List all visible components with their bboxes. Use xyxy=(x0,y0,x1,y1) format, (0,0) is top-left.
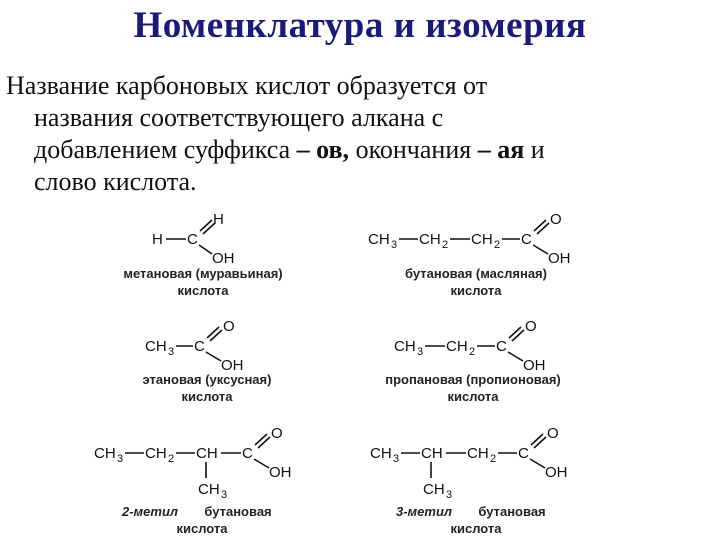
svg-text:H: H xyxy=(152,231,163,248)
svg-text:кислота: кислота xyxy=(181,389,233,404)
svg-text:C: C xyxy=(187,231,198,248)
svg-text:OH: OH xyxy=(221,357,244,374)
svg-text:OH: OH xyxy=(212,250,235,267)
svg-text:2: 2 xyxy=(469,346,476,358)
svg-text:C: C xyxy=(242,445,253,462)
svg-text:кислота: кислота xyxy=(176,521,228,536)
svg-text:пропановая (пропионовая): пропановая (пропионовая) xyxy=(385,372,561,387)
intro-paragraph xyxy=(6,70,706,198)
svg-text:C: C xyxy=(521,231,532,248)
svg-text:3: 3 xyxy=(221,489,228,501)
svg-text:OH: OH xyxy=(548,250,571,267)
svg-text:3: 3 xyxy=(446,489,453,501)
svg-text:3-метил: 3-метил xyxy=(396,504,452,519)
formula-ethanoic xyxy=(143,318,272,404)
svg-text:кислота: кислота xyxy=(450,283,502,298)
svg-text:2: 2 xyxy=(442,239,449,251)
svg-text:2: 2 xyxy=(494,239,501,251)
svg-text:CH: CH xyxy=(471,231,493,248)
svg-text:O: O xyxy=(547,425,559,442)
svg-text:CH: CH xyxy=(145,445,167,462)
svg-text:CH: CH xyxy=(368,231,390,248)
svg-text:бутановая: бутановая xyxy=(204,504,272,519)
svg-text:кислота: кислота xyxy=(450,521,502,536)
svg-text:CH: CH xyxy=(421,445,443,462)
svg-text:кислота: кислота xyxy=(177,283,229,298)
ending-aya: ая xyxy=(497,135,525,164)
svg-text:CH: CH xyxy=(446,338,468,355)
svg-text:CH: CH xyxy=(423,481,445,498)
svg-text:OH: OH xyxy=(523,357,546,374)
formula-methanoic xyxy=(123,211,282,298)
svg-text:3: 3 xyxy=(168,346,175,358)
svg-text:H: H xyxy=(213,211,224,228)
svg-text:O: O xyxy=(525,318,537,335)
svg-text:3: 3 xyxy=(117,453,124,465)
intro-line-4: слово кислота. xyxy=(34,167,197,196)
svg-text:этановая (уксусная): этановая (уксусная) xyxy=(142,372,272,387)
svg-text:OH: OH xyxy=(269,464,292,481)
svg-text:CH: CH xyxy=(467,445,489,462)
svg-text:CH: CH xyxy=(419,231,441,248)
intro-line-1: Название карбоновых кислот образуется от xyxy=(6,71,488,100)
formula-butanoic xyxy=(368,211,571,298)
svg-text:C: C xyxy=(496,338,507,355)
svg-text:C: C xyxy=(518,445,529,462)
svg-text:2: 2 xyxy=(168,453,175,465)
page-title: Номенклатура и изомерия xyxy=(133,5,587,46)
formula-propanoic xyxy=(385,318,560,404)
svg-text:бутановая: бутановая xyxy=(478,504,546,519)
svg-text:C: C xyxy=(194,338,205,355)
intro-line-3: добавлением суффикса – ов, окончания – ая и xyxy=(34,135,545,164)
svg-text:CH: CH xyxy=(198,481,220,498)
svg-text:O: O xyxy=(271,425,283,442)
suffix-ov: ов, xyxy=(316,135,350,164)
formula-2-methylbutanoic xyxy=(94,425,292,536)
intro-line-2: названия соответствующего алкана с xyxy=(34,103,444,132)
svg-text:CH: CH xyxy=(94,445,116,462)
svg-text:3: 3 xyxy=(393,453,400,465)
svg-text:CH: CH xyxy=(196,445,218,462)
svg-text:бутановая (масляная): бутановая (масляная) xyxy=(405,266,547,281)
formula-3-methylbutanoic xyxy=(370,425,568,536)
structural-formulas xyxy=(0,200,720,540)
svg-text:2: 2 xyxy=(490,453,497,465)
svg-text:3: 3 xyxy=(417,346,424,358)
svg-text:2-метил: 2-метил xyxy=(122,504,178,519)
svg-text:метановая (муравьиная): метановая (муравьиная) xyxy=(123,266,283,281)
svg-text:OH: OH xyxy=(545,464,568,481)
svg-text:3: 3 xyxy=(391,239,398,251)
svg-text:O: O xyxy=(223,318,235,335)
svg-text:O: O xyxy=(550,211,562,228)
svg-text:кислота: кислота xyxy=(447,389,499,404)
svg-text:CH: CH xyxy=(394,338,416,355)
svg-text:CH: CH xyxy=(370,445,392,462)
svg-text:CH: CH xyxy=(145,338,167,355)
